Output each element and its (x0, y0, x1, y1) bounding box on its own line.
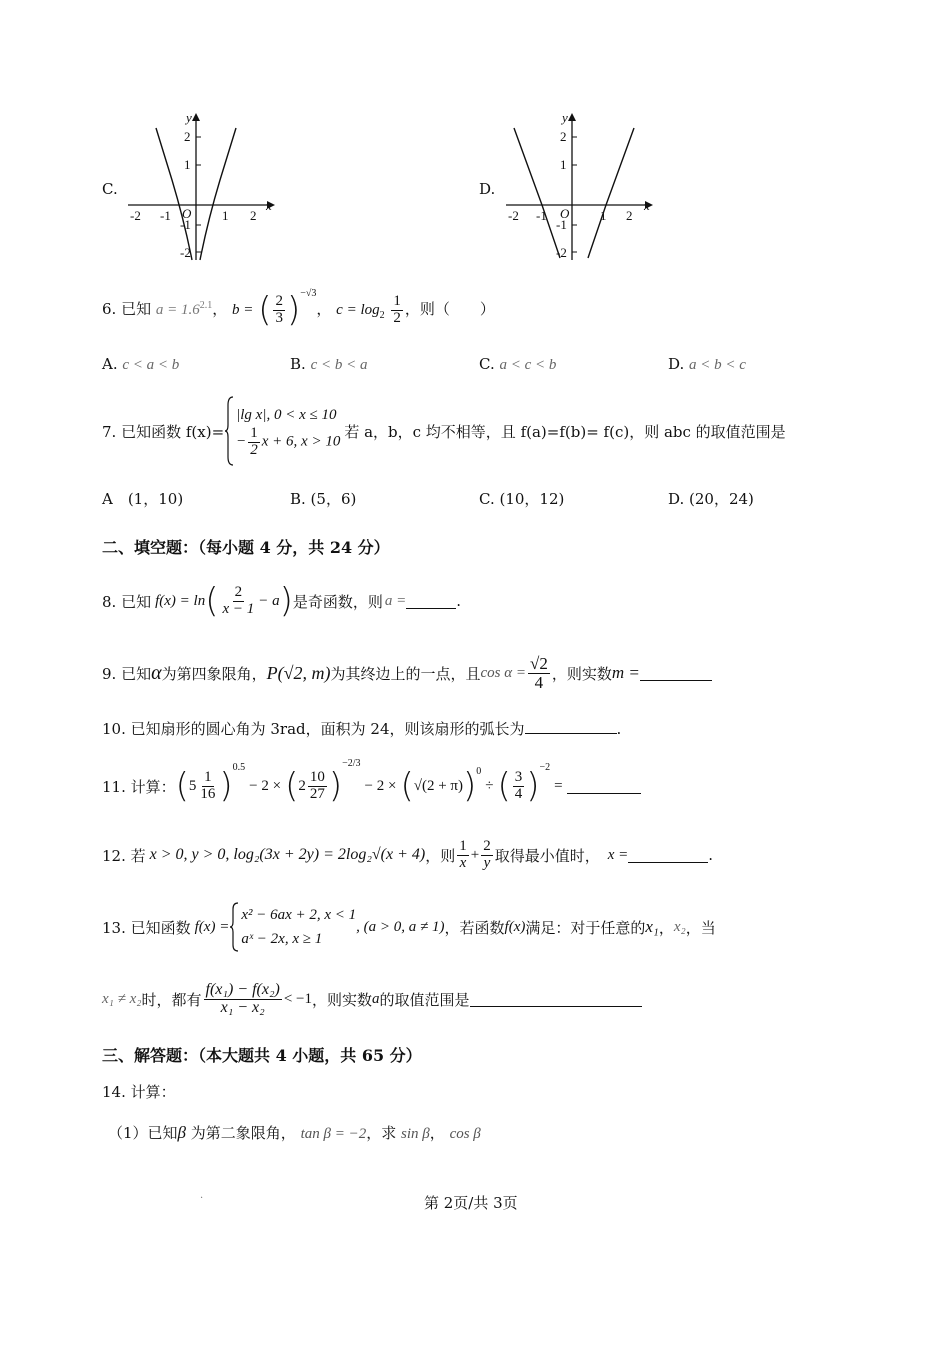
graph-c-y-arrow (192, 113, 200, 121)
q7-option-a[interactable]: A (1，10) (102, 490, 184, 508)
graph-d-ytick: -2 (556, 245, 567, 260)
graph-d-ytick: -1 (556, 217, 567, 232)
graph-c-origin: O (182, 206, 192, 221)
graph-c-xtick: -1 (160, 208, 171, 223)
section-3-heading: 三、解答题：（本大题共 4 小题，共 65 分） (102, 1046, 422, 1065)
question-14: 14. 计算： (102, 1083, 176, 1101)
graph-c-ytick: -2 (180, 245, 191, 260)
question-13: 13. 已知函数 f(x) = x² − 6ax + 2, x < 1 aˣ − 2x, x ≥ 1 , (a > 0, a ≠ 1) ，若函数 f(x) 满足：对于任意的 x₁ ， x₂ ，当 (102, 900, 716, 954)
graph-d-xtick: 2 (626, 208, 633, 223)
question-10: 10. 已知扇形的圆心角为 3rad，面积为 24，则该扇形的弧长为 . (102, 720, 622, 738)
q6-option-d[interactable]: D. a < b < c (668, 355, 746, 373)
graph-c (120, 110, 280, 265)
graph-d (498, 110, 658, 265)
graph-d-origin: O (560, 206, 570, 221)
graph-c-left-curve (156, 128, 192, 260)
option-d-label: D. (479, 180, 496, 198)
graph-d-left-line (514, 128, 560, 258)
q6-option-c[interactable]: C. a < c < b (479, 355, 557, 373)
page-number: 第 2页/共 3页 (424, 1194, 518, 1212)
q8-answer-blank[interactable] (406, 594, 456, 609)
graph-c-xtick: 2 (250, 208, 257, 223)
q9-answer-blank[interactable] (640, 666, 712, 681)
footer-dot: . (200, 1190, 204, 1201)
question-7: 7. 已知函数 f(x)= |lg x|, 0 < x ≤ 10 − $\frac{1}{2}$ x + 6, x > 10 若 a，b，c 均不相等，且 f(a)=f(b)= f(c)，则 abc 的取值范围是 (102, 393, 786, 469)
graph-c-x-label: x (266, 198, 272, 213)
question-9: 9. 已知 α 为第四象限角， P(√2, m) 为其终边上的一点，且 cos α = $\frac{√2}{4}$ ，则实数 m = (102, 648, 712, 698)
graph-d-xtick: 1 (600, 208, 607, 223)
graph-d-right-line (588, 128, 634, 258)
q7-option-c[interactable]: C. (10，12) (479, 490, 565, 508)
graph-c-ytick: -1 (180, 217, 191, 232)
q12-answer-blank[interactable] (628, 848, 708, 863)
q11-answer-blank[interactable] (567, 779, 641, 794)
brace-icon (224, 395, 234, 467)
question-11: 11. 计算： ( 5 $\frac{1}{16}$ ) $^{0.5}$ − 2 × ( 2 $\frac{10}{27}$ ) $^{-2/3}$ − 2 × ( √(2 + π) ) $^0$ ÷ ( $\frac{3}{4}$ ) $^{-2}$ = (102, 758, 641, 814)
graph-c-xtick: -2 (130, 208, 141, 223)
graph-d-x-label: x (644, 198, 650, 213)
q13-answer-blank[interactable] (470, 992, 642, 1007)
graph-c-ytick: 2 (184, 129, 191, 144)
graph-d-y-label: y (562, 110, 568, 125)
q7-option-b[interactable]: B. (5，6) (290, 490, 357, 508)
graph-d-xtick: -2 (508, 208, 519, 223)
question-13-line-2: x₁ ≠ x₂ 时，都有 $\frac{\text{f(x₁) − f(x₂)}}{\text{x₁ − x₂}}$ < −1 ，则实数 a 的取值范围是 (102, 972, 642, 1026)
graph-c-xtick: 1 (222, 208, 229, 223)
graph-d-ytick: 1 (560, 157, 567, 172)
graph-c-y-label: y (186, 110, 192, 125)
question-14-part-1: （1）已知β 为第二象限角， tan β = −2，求 sin β， cos β (108, 1123, 481, 1142)
q10-answer-blank[interactable] (525, 719, 617, 734)
section-2-heading: 二、填空题：（每小题 4 分，共 24 分） (102, 538, 390, 557)
graph-d-y-arrow (568, 113, 576, 121)
brace-icon (229, 901, 239, 953)
question-6: 6. 已知 $a = 1.6^{2.1}$， b = ( $\frac{2}{3}$ )$^{-√3}$， $c = \log_2$ $\frac{1}{2}$ ，则（ ） (102, 288, 495, 330)
q7-option-d[interactable]: D. (20，24) (668, 490, 754, 508)
q6-option-a[interactable]: A. c < a < b (102, 355, 180, 373)
question-12: 12. 若 x > 0, y > 0, log₂(3x + 2y) = 2log₂√(x + 4) ，则 $\frac{1}{x}$ + $\frac{2}{y}$ 取得最小值时， x = . (102, 837, 714, 871)
graph-d-ytick: 2 (560, 129, 567, 144)
graph-d-xtick: -1 (536, 208, 547, 223)
q6-option-b[interactable]: B. c < b < a (290, 355, 368, 373)
question-8: 8. 已知 f(x) = ln ( $\frac{2}{x - 1}$ − a ) 是奇函数，则 a = . (102, 581, 462, 621)
option-c-label: C. (102, 180, 118, 198)
graph-c-ytick: 1 (184, 157, 191, 172)
graph-c-right-curve (200, 128, 236, 260)
